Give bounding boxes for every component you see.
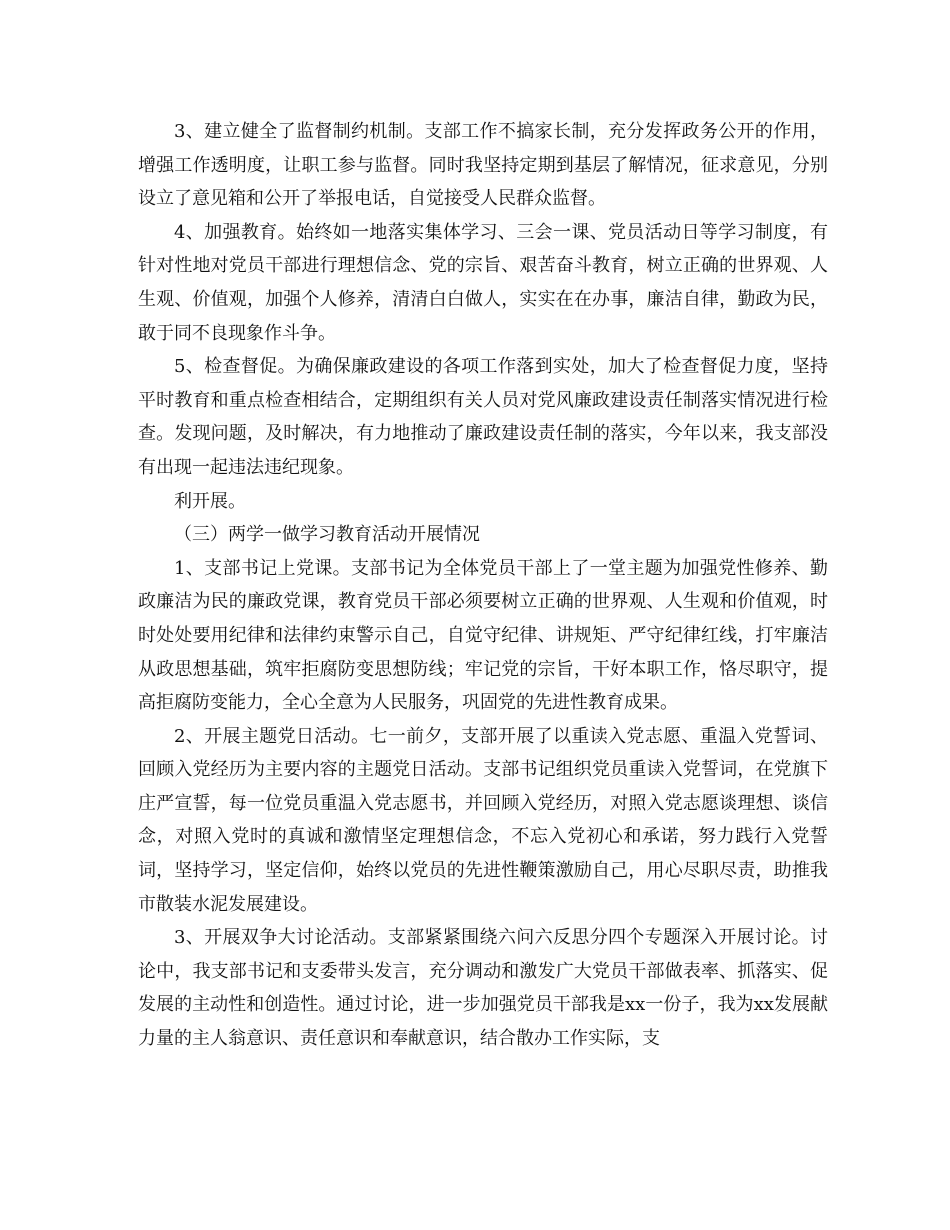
- paragraph-party-lecture: 1、支部书记上党课。支部书记为全体党员干部上了一堂主题为加强党性修养、勤政廉洁为民的廉政党课，教育党员干部必须要树立正确的世界观、人生观和价值观，时时处处要用纪律和法律约束警示自己，自觉守纪律、讲规矩、严守纪律红线，打牢廉洁从政思想基础，筑牢拒腐防变思想防线；牢记党的宗旨，干好本职工作，恪尽职守，提高拒腐防变能力，全心全意为人民服务，巩固党的先进性教育成果。: [138, 557, 828, 714]
- paragraph-fragment: 利开展。: [174, 490, 246, 512]
- paragraph-strengthen-education: 4、加强教育。始终如一地落实集体学习、三会一课、党员活动日等学习制度，有针对性地对党员干部进行理想信念、党的宗旨、艰苦奋斗教育，树立正确的世界观、人生观、价值观，加强个人修养，清清白白做人，实实在在办事，廉洁自律，勤政为民，敢于同不良现象作斗争。: [138, 221, 828, 344]
- paragraph-party-day: 2、开展主题党日活动。七一前夕，支部开展了以重读入党志愿、重温入党誓词、回顾入党经历为主要内容的主题党日活动。支部书记组织党员重读入党誓词，在党旗下庄严宣誓，每一位党员重温入党志愿书，并回顾入党经历，对照入党志愿谈理想、谈信念，对照入党时的真诚和激情坚定理想信念，不忘入党初心和承诺，努力践行入党誓词，坚持学习，坚定信仰，始终以党员的先进性鞭策激励自己，用心尽职尽责，助推我市散装水泥发展建设。: [138, 725, 828, 915]
- paragraph-inspection-supervision: 5、检查督促。为确保廉政建设的各项工作落到实处，加大了检查督促力度，坚持平时教育和重点检查相结合，定期组织有关人员对党风廉政建设责任制落实情况进行检查。发现问题，及时解决，有力地推动了廉政建设责任制的落实，今年以来，我支部没有出现一起违法违纪现象。: [138, 356, 828, 478]
- paragraph-discussion-activity: 3、开展双争大讨论活动。支部紧紧围绕六问六反思分四个专题深入开展讨论。讨论中，我支部书记和支委带头发言，充分调动和激发广大党员干部做表率、抓落实、促发展的主动性和创造性。通过讨论，进一步加强党员干部我是xx一份子，我为xx发展献力量的主人翁意识、责任意识和奉献意识，结合散办工作实际，支: [138, 927, 828, 1050]
- paragraph-supervision-mechanism: 3、建立健全了监督制约机制。支部工作不搞家长制，充分发挥政务公开的作用，增强工作透明度，让职工参与监督。同时我坚持定期到基层了解情况，征求意见，分别设立了意见箱和公开了举报电话，自觉接受人民群众监督。: [138, 121, 828, 210]
- document-body: [138, 115, 828, 1056]
- section-heading: （三）两学一做学习教育活动开展情况: [174, 524, 480, 546]
